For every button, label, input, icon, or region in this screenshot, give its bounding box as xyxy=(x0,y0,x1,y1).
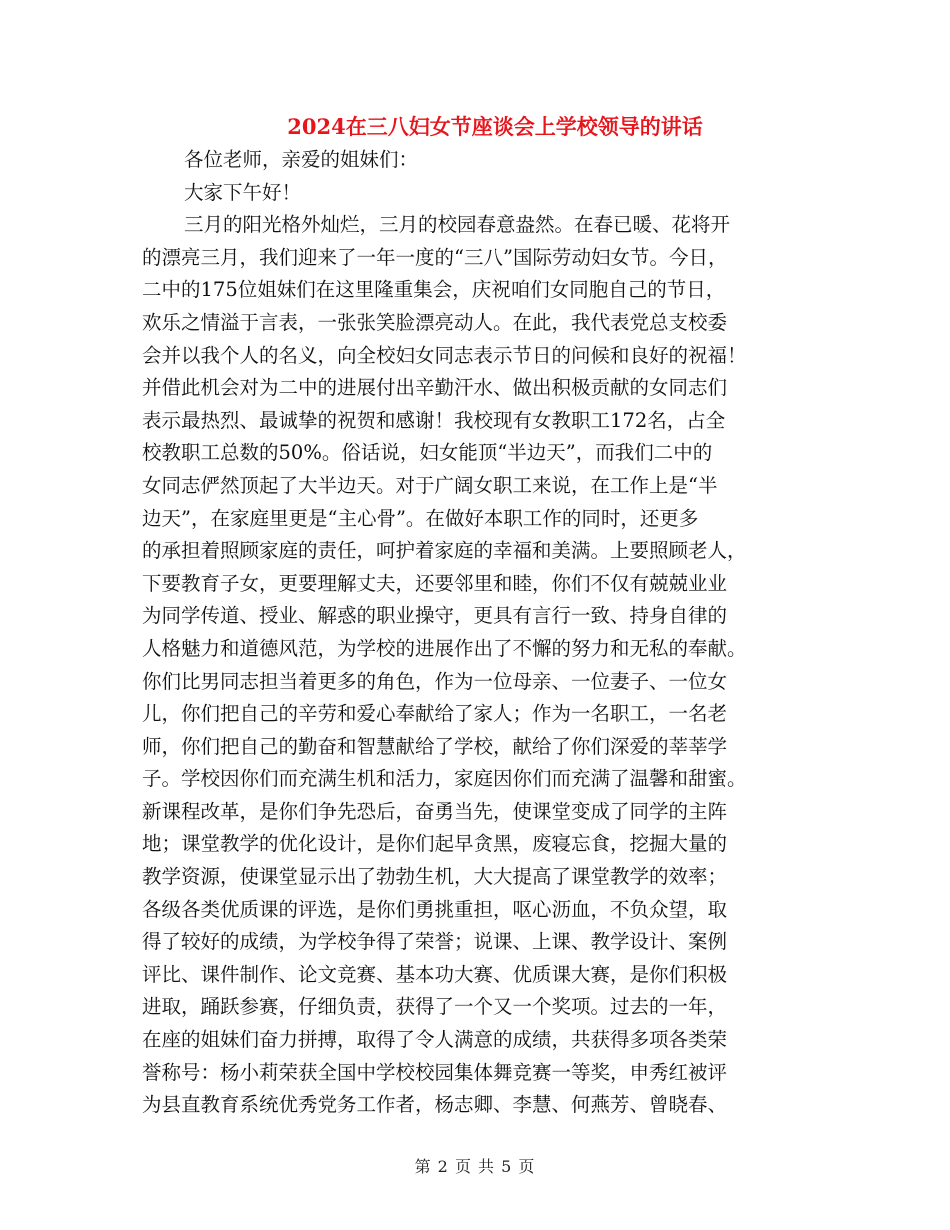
page-footer: 第 2 页 共 5 页 xyxy=(414,1157,536,1176)
paragraph-line: 表示最热烈、最诚挚的祝贺和感谢！我校现有女教职工172名，占全 xyxy=(142,408,726,432)
salutation-line: 各位老师，亲爱的姐妹们： xyxy=(184,148,419,171)
paragraph-line: 你们比男同志担当着更多的角色，作为一位母亲、一位妻子、一位女 xyxy=(142,669,728,693)
document-title: 2024在三八妇女节座谈会上学校领导的讲话 xyxy=(287,114,703,139)
paragraph-line: 教学资源，使课堂显示出了勃勃生机，大大提高了课堂教学的效率； xyxy=(142,865,728,889)
paragraph-line: 人格魅力和道德风范，为学校的进展作出了不懈的努力和无私的奉献。 xyxy=(142,636,747,660)
paragraph-line: 各级各类优质课的评选，是你们勇挑重担，呕心沥血，不负众望，取 xyxy=(142,897,728,921)
paragraph-line: 为县直教育系统优秀党务工作者，杨志卿、李慧、何燕芳、曾晓春、 xyxy=(142,1093,728,1117)
paragraph-line: 女同志俨然顶起了大半边天。对于广阔女职工来说，在工作上是“半 xyxy=(142,473,718,497)
paragraph-line: 在座的姐妹们奋力拼搏，取得了令人满意的成绩，共获得多项各类荣 xyxy=(142,1028,728,1052)
paragraph-line: 进取，踊跃参赛，仔细负责，获得了一个又一个奖项。过去的一年， xyxy=(142,995,728,1019)
paragraph-line: 校教职工总数的50%。俗话说，妇女能顶“半边天”，而我们二中的 xyxy=(142,441,713,465)
paragraph-line: 边天”，在家庭里更是“主心骨”。在做好本职工作的同时，还更多 xyxy=(142,506,699,530)
paragraph-line: 誉称号：杨小莉荣获全国中学校校园集体舞竞赛一等奖，申秀红被评 xyxy=(142,1060,728,1084)
document-body xyxy=(142,144,810,1122)
paragraph-line: 下要教育子女，更要理解丈夫，还要邻里和睦，你们不仅有兢兢业业 xyxy=(142,571,728,595)
greeting-line: 大家下午好！ xyxy=(184,180,302,204)
paragraph-line: 欢乐之情溢于言表，一张张笑脸漂亮动人。在此，我代表党总支校委 xyxy=(142,310,728,334)
paragraph-line: 会并以我个人的名义，向全校妇女同志表示节日的问候和良好的祝福！ xyxy=(142,343,747,367)
paragraph-line: 评比、课件制作、论文竞赛、基本功大赛、优质课大赛，是你们积极 xyxy=(142,962,728,986)
paragraph-line: 的漂亮三月，我们迎来了一年一度的“三八”国际劳动妇女节。今日， xyxy=(142,245,728,269)
paragraph-line: 的承担着照顾家庭的责任，呵护着家庭的幸福和美满。上要照顾老人， xyxy=(142,539,747,563)
paragraph-line: 地；课堂教学的优化设计，是你们起早贪黑，废寝忘食，挖掘大量的 xyxy=(142,832,728,856)
paragraph-line: 新课程改革，是你们争先恐后，奋勇当先，使课堂变成了同学的主阵 xyxy=(142,799,728,823)
paragraph-line: 子。学校因你们而充满生机和活力，家庭因你们而充满了温馨和甜蜜。 xyxy=(142,767,747,791)
paragraph-line: 二中的175位姐妹们在这里隆重集会，庆祝咱们女同胞自己的节日， xyxy=(142,278,726,302)
paragraph-line: 三月的阳光格外灿烂，三月的校园春意盎然。在春已暖、花将开 xyxy=(184,213,731,237)
paragraph-line: 得了较好的成绩，为学校争得了荣誉；说课、上课、教学设计、案例 xyxy=(142,930,728,954)
paragraph-line: 并借此机会对为二中的进展付出辛勤汗水、做出积极贡献的女同志们 xyxy=(142,376,728,400)
paragraph-line: 为同学传道、授业、解惑的职业操守，更具有言行一致、持身自律的 xyxy=(142,604,728,628)
paragraph-line: 师，你们把自己的勤奋和智慧献给了学校，献给了你们深爱的莘莘学 xyxy=(142,734,728,758)
paragraph-line: 儿，你们把自己的辛劳和爱心奉献给了家人；作为一名职工，一名老 xyxy=(142,702,728,726)
